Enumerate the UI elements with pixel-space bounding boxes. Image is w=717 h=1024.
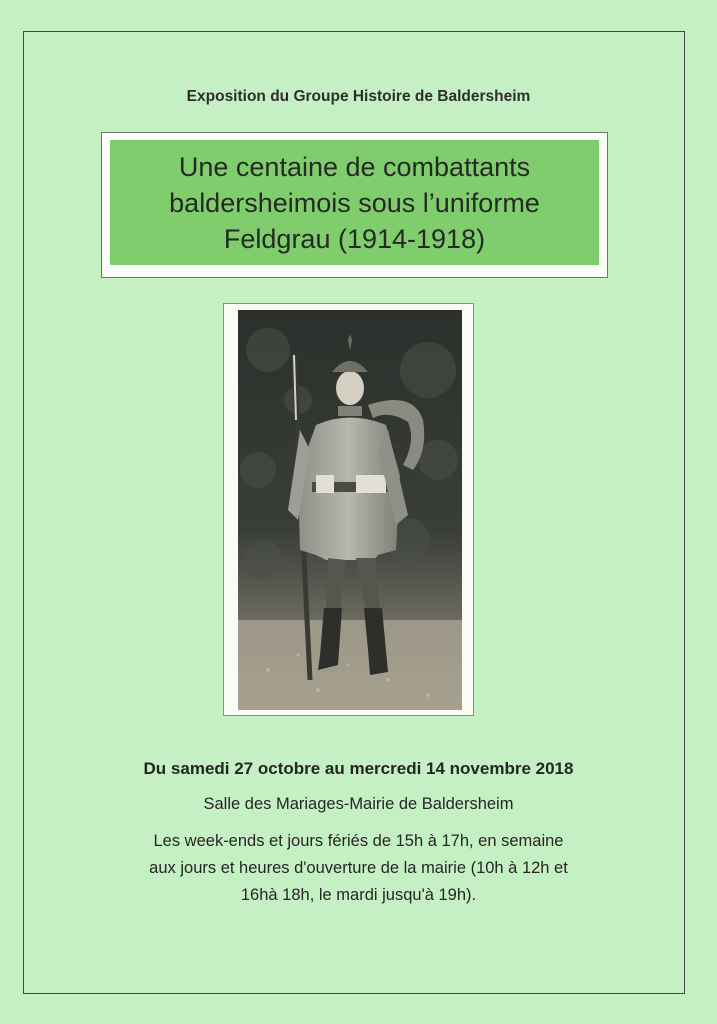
hours-line-3: 16hà 18h, le mardi jusqu'à 19h). (240, 886, 477, 904)
hours-line-1: Les week-ends et jours fériés de 15h à 17h, en semaine (153, 832, 564, 850)
exhibition-dates: Du samedi 27 octobre au mercredi 14 novembre 2018 (143, 759, 574, 778)
title-line-2: baldersheimois sous l’uniforme (169, 187, 540, 218)
hours-line-2: aux jours et heures d'ouverture de la mairie (10h à 12h et (149, 859, 568, 877)
title-line-1: Une centaine de combattants (178, 151, 531, 182)
opening-hours (75, 828, 642, 909)
exhibition-header: Exposition du Groupe Histoire de Baldersheim (186, 88, 531, 105)
photo-frame (223, 303, 474, 716)
exhibition-venue: Salle des Mariages-Mairie de Baldersheim (203, 795, 514, 813)
soldier-photo (238, 310, 462, 710)
title-line-3: Feldgrau (1914-1918) (223, 223, 486, 254)
title-banner (110, 140, 599, 265)
title-box (101, 132, 608, 278)
